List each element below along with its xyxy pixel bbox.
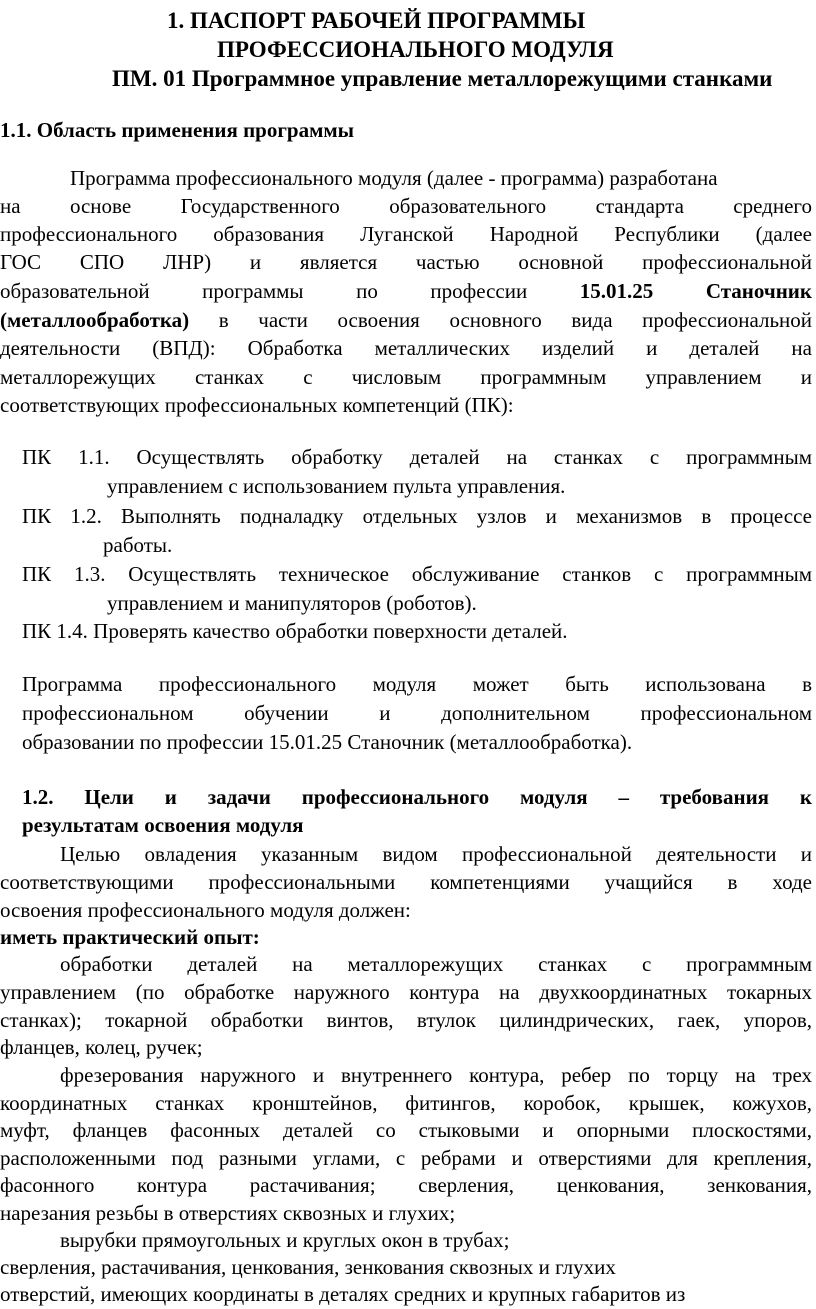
experience-line: обработки деталей на металлорежущих станках с программным [60, 952, 812, 976]
para-line: ГОС СПО ЛНР) и является частью основной профессиональной [0, 250, 812, 274]
pk-item-1: ПК 1.1. Осуществлять обработку деталей на станках с программным [22, 445, 812, 469]
experience-line: нарезания резьбы в отверстиях сквозных и глухих; [0, 1201, 456, 1225]
para-line: Программа профессионального модуля (далее - программа) разработана [70, 166, 718, 190]
para-line: соответствующих профессиональных компетенций (ПК): [0, 393, 514, 417]
title-line-1: 1. ПАСПОРТ РАБОЧЕЙ ПРОГРАММЫ [167, 8, 586, 33]
para-line: на основе Государственного образовательного стандарта среднего [0, 194, 812, 218]
pk-item-2-cont: работы. [103, 533, 173, 557]
title-line-2: ПРОФЕССИОНАЛЬНОГО МОДУЛЯ [217, 37, 614, 62]
experience-line: станках); токарной обработки винтов, втулок цилиндрических, гаек, упоров, [0, 1008, 812, 1032]
experience-line: отверстий, имеющих координаты в деталях средних и крупных габаритов из [0, 1282, 686, 1306]
pk-item-3-cont: управлением и манипуляторов (роботов). [107, 591, 477, 615]
experience-line: фрезерования наружного и внутреннего контура, ребер по торцу на трех [60, 1063, 812, 1087]
practical-experience-heading: иметь практический опыт: [0, 925, 260, 949]
experience-line: муфт, фланцев фасонных деталей со стыковыми и опорными плоскостями, [0, 1118, 812, 1142]
profession-code: 15.01.25 Станочник [579, 279, 812, 303]
pk-item-3: ПК 1.3. Осуществлять техническое обслуживание станков с программным [22, 562, 812, 586]
experience-line: фасонного контура растачивания; сверления, ценкования, зенкования, [0, 1173, 812, 1197]
usage-line: профессиональном обучении и дополнительном профессиональном [22, 701, 812, 725]
para-text: в части освоения основного вида профессиональной [218, 308, 812, 332]
pk-item-1-cont: управлением с использованием пульта управления. [107, 474, 566, 498]
experience-line: расположенными под разными углами, с ребрами и отверстиями для крепления, [0, 1146, 812, 1170]
profession-name: (металлообработка) [0, 308, 190, 332]
intro-line: Целью овладения указанным видом профессиональной деятельности и [60, 842, 812, 866]
para-line: профессионального образования Луганской Народной Республики (далее [0, 222, 812, 246]
usage-line: образовании по профессии 15.01.25 Станочник (металлообработка). [22, 730, 633, 754]
experience-line: координатных станках кронштейнов, фитингов, коробок, крышек, кожухов, [0, 1091, 812, 1115]
para-text: образовательной программы по профессии [0, 279, 528, 303]
intro-line: освоения профессионального модуля должен: [0, 898, 411, 922]
experience-line: управлением (по обработке наружного контура на двухкоординатных токарных [0, 980, 812, 1004]
pk-item-4: ПК 1.4. Проверять качество обработки поверхности деталей. [22, 619, 568, 643]
experience-line: сверления, растачивания, ценкования, зенкования сквозных и глухих [0, 1255, 616, 1279]
pk-item-2: ПК 1.2. Выполнять подналадку отдельных узлов и механизмов в процессе [22, 504, 812, 528]
module-title: ПМ. 01 Программное управление металлорежущими станками [112, 66, 773, 91]
section-1-1-heading: 1.1. Область применения программы [0, 118, 355, 142]
experience-line: вырубки прямоугольных и круглых окон в трубах; [60, 1228, 510, 1252]
para-line [0, 279, 812, 304]
para-line: металлорежущих станках с числовым программным управлением и [0, 365, 812, 389]
section-1-2-heading-cont: результатам освоения модуля [22, 813, 304, 837]
para-line [0, 308, 812, 333]
experience-line: фланцев, колец, ручек; [0, 1035, 203, 1059]
usage-line: Программа профессионального модуля может быть использована в [22, 672, 812, 696]
intro-line: соответствующими профессиональными компетенциями учащийся в ходе [0, 870, 812, 894]
section-1-2-heading: 1.2. Цели и задачи профессионального модуля – требования к [22, 785, 812, 809]
para-line: деятельности (ВПД): Обработка металлических изделий и деталей на [0, 336, 812, 360]
